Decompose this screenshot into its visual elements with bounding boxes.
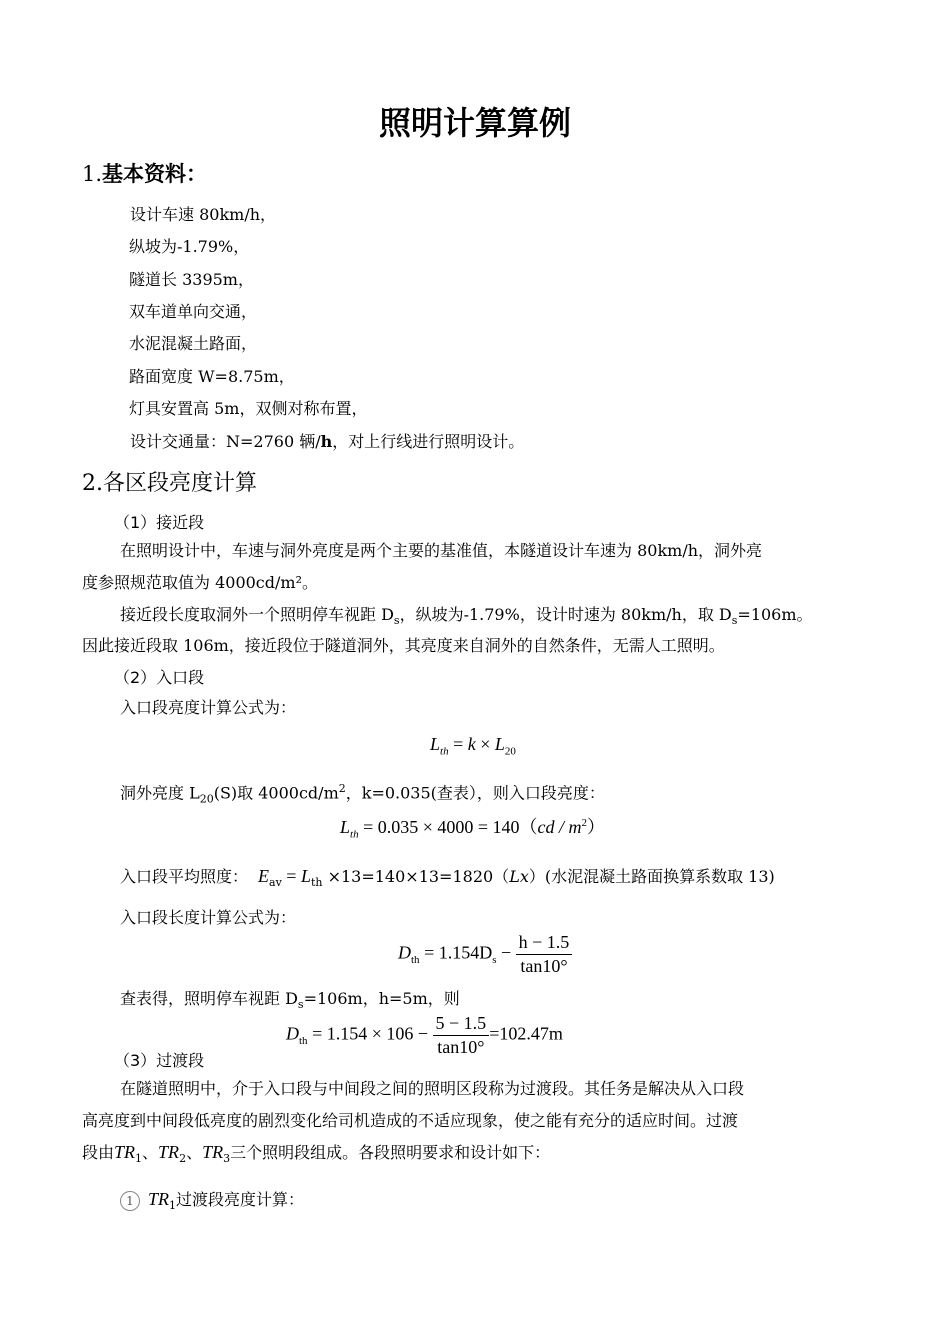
math-symbol: D xyxy=(398,942,411,963)
list-item: 水泥混凝土路面， xyxy=(129,334,258,353)
math-symbol: L xyxy=(340,817,351,837)
list-item: 隧道长 3395m， xyxy=(129,270,254,289)
math-operator: × xyxy=(475,734,495,754)
traffic-volume-end: ，对上行线进行照明设计。 xyxy=(332,432,525,451)
math-fraction xyxy=(433,1013,490,1058)
text-run: (S)取 4000cd/m xyxy=(213,783,339,803)
superscript: 2 xyxy=(338,782,346,795)
fraction-denominator: tan10° xyxy=(437,1037,485,1057)
math-symbol: D xyxy=(286,1023,299,1044)
formula-entrance-luminance xyxy=(430,734,516,758)
math-operator: = xyxy=(448,734,468,754)
math-operator: − xyxy=(496,942,516,963)
section-1-heading xyxy=(82,158,207,188)
math-subscript: th xyxy=(350,828,359,841)
text-run: =106m，h=5m，则 xyxy=(303,989,460,1008)
math-expression: = 0.035 × 4000 = 140（ xyxy=(358,817,538,837)
math-symbol: L xyxy=(300,866,311,886)
subsection-transition: （3）过渡段 xyxy=(114,1051,205,1070)
math-symbol: L xyxy=(430,734,441,754)
math-unit: cd / m xyxy=(537,817,582,837)
math-subscript: s xyxy=(492,954,497,967)
text-run: 过渡段亮度计算： xyxy=(176,1190,305,1209)
text-run: =106m。 xyxy=(737,605,813,624)
list-item: 灯具安置高 5m，双侧对称布置， xyxy=(129,399,368,418)
math-symbol: TR xyxy=(148,1189,170,1209)
paragraph-4 xyxy=(120,773,605,816)
math-symbol: TR xyxy=(202,1142,224,1162)
text-run: ，k=0.035(查表），则入口段亮度： xyxy=(345,783,605,803)
subsection-approach: （1）接近段 xyxy=(114,513,205,532)
paragraph-8-line-1: 在隧道照明中，介于入口段与中间段之间的照明区段称为过渡段。其任务是解决从入口段 xyxy=(120,1079,745,1098)
formula-entrance-length-result xyxy=(286,1013,563,1058)
fraction-numerator: 5 − 1.5 xyxy=(433,1013,490,1036)
math-subscript: 1 xyxy=(135,1152,143,1166)
subscript: s xyxy=(731,614,738,628)
paragraph-6: 入口段长度计算公式为： xyxy=(120,908,297,927)
section-1-title: 基本资料： xyxy=(102,162,208,186)
subscript: s xyxy=(393,614,400,628)
paragraph-1-line-1: 在照明设计中，车速与洞外亮度是两个主要的基准值，本隧道设计车速为 80km/h，洞外亮 xyxy=(120,541,763,560)
fraction-numerator: h − 1.5 xyxy=(516,932,573,955)
text-run: ，纵坡为-1.79%，设计时速为 80km/h，取 D xyxy=(399,605,732,624)
math-operator: = xyxy=(281,866,301,886)
math-subscript: 20 xyxy=(504,745,516,758)
math-fraction xyxy=(516,932,573,977)
paragraph-3: 入口段亮度计算公式为： xyxy=(120,698,297,717)
math-symbol: TR xyxy=(158,1142,180,1162)
fraction-denominator: tan10° xyxy=(520,956,568,976)
section-2-heading: 2.各区段亮度计算 xyxy=(82,471,257,496)
math-symbol: L xyxy=(494,734,505,754)
separator: 、 xyxy=(186,1143,203,1162)
page-title: 照明计算算例 xyxy=(378,104,571,142)
math-subscript: av xyxy=(269,876,282,890)
text-run: 查表得，照明停车视距 D xyxy=(120,989,298,1008)
subsection-entrance: （2）入口段 xyxy=(114,668,205,687)
paragraph-2-line-2: 因此接近段取 106m，接近段位于隧道洞外，其亮度来自洞外的自然条件，无需人工照明。 xyxy=(82,636,725,655)
math-unit: Lx xyxy=(509,867,529,886)
list-item xyxy=(130,429,524,452)
list-item: 纵坡为-1.79%， xyxy=(129,237,250,256)
text-run: 接近段长度取洞外一个照明停车视距 D xyxy=(120,605,394,624)
list-item: 路面宽度 W=8.75m， xyxy=(129,367,295,386)
text-run: ×13=140×13=1820（ xyxy=(322,867,510,886)
text-run: 入口段平均照度： xyxy=(120,867,249,886)
math-result: =102.47m xyxy=(489,1023,563,1044)
paragraph-8-line-3 xyxy=(82,1136,550,1175)
math-expression: = 1.154 × 106 − xyxy=(307,1023,433,1044)
math-subscript: 2 xyxy=(179,1152,187,1166)
math-subscript: th xyxy=(440,745,449,758)
list-item: 双车道单向交通， xyxy=(129,302,258,321)
subscript: s xyxy=(297,998,304,1012)
math-symbol: TR xyxy=(114,1142,136,1162)
traffic-volume-text: 设计交通量：N=2760 辆/ xyxy=(130,432,321,451)
circled-number-icon: 1 xyxy=(120,1191,140,1211)
section-1-number: 1. xyxy=(82,162,103,186)
math-subscript: th xyxy=(299,1035,308,1048)
subscript: 20 xyxy=(199,792,214,806)
math-subscript: 1 xyxy=(169,1199,177,1213)
math-superscript: 2 xyxy=(581,817,588,829)
text-run: 三个照明段组成。各段照明要求和设计如下： xyxy=(230,1143,551,1162)
list-item: 设计车速 80km/h， xyxy=(130,205,277,224)
math-subscript: th xyxy=(411,954,420,967)
math-subscript: th xyxy=(310,876,323,890)
math-subscript: 3 xyxy=(223,1152,231,1166)
text-run: ）(水泥混凝土路面换算系数取 13) xyxy=(528,867,775,886)
text-run: 洞外亮度 L xyxy=(120,783,200,803)
numbered-item-1 xyxy=(120,1183,304,1222)
separator: 、 xyxy=(142,1143,159,1162)
math-symbol: k xyxy=(467,734,476,754)
formula-entrance-length xyxy=(398,932,572,977)
traffic-volume-unit: h xyxy=(320,432,333,451)
paragraph-5 xyxy=(120,860,775,899)
math-expression: = 1.154D xyxy=(419,942,493,963)
math-operator: ） xyxy=(587,817,606,837)
paragraph-1-line-2: 度参照规范取值为 4000cd/m²。 xyxy=(82,573,318,592)
math-symbol: E xyxy=(258,866,270,886)
paragraph-8-line-2: 高亮度到中间段低亮度的剧烈变化给司机造成的不适应现象，使之能有充分的适应时间。过渡 xyxy=(82,1111,739,1130)
formula-entrance-result xyxy=(340,813,605,841)
text-run: 段由 xyxy=(82,1143,115,1162)
